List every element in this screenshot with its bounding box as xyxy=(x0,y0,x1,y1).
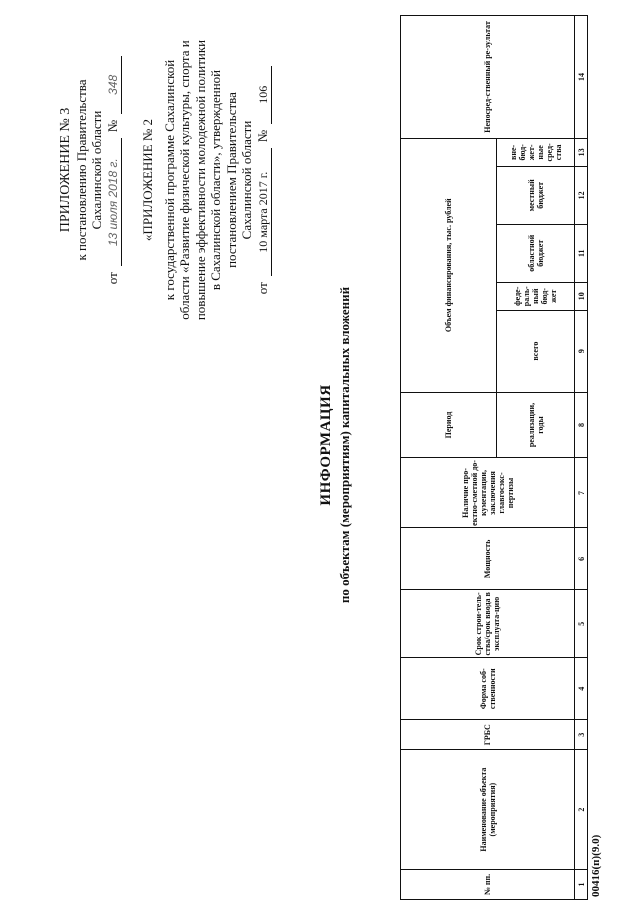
appendix-3-title: ПРИЛОЖЕНИЕ № 3 xyxy=(58,107,73,233)
header-col-3: ГРБС xyxy=(401,720,575,750)
appendix-2-ot: от xyxy=(254,282,270,295)
document-code: 00416(п)(9.0) xyxy=(590,834,602,897)
column-number: 13 xyxy=(575,138,588,166)
appendix-2-line: повышение эффективности молодежной политики xyxy=(192,39,208,321)
appendix-2-line: области «Развитие физической культуры, спорта и xyxy=(177,40,192,320)
capital-investments-table xyxy=(400,15,588,900)
appendix-2-header xyxy=(140,0,272,360)
column-number: 8 xyxy=(575,392,588,458)
header-col-9: всего xyxy=(497,310,575,392)
appendix-3-date-row xyxy=(105,20,123,320)
column-number: 14 xyxy=(575,16,588,139)
header-col-5: Срок строи-тель-ства/срок ввода в эксплуата-цию xyxy=(401,590,575,658)
appendix-3-number: 348 xyxy=(106,56,123,114)
header-col-2: Наименование объекта (мероприятия) xyxy=(401,750,575,870)
header-col-10: феде-раль-ный бюд-жет xyxy=(497,282,575,310)
appendix-2-date-row xyxy=(255,0,273,360)
header-col-14: Непосред-ственный ре-зультат xyxy=(401,16,575,139)
column-number: 11 xyxy=(575,224,588,282)
appendix-2-no: № xyxy=(254,129,270,143)
appendix-2-line: постановлением Правительства xyxy=(223,92,239,268)
appendix-2-line: в Сахалинской области», утвержденной xyxy=(208,69,223,291)
document-title xyxy=(318,235,353,655)
document-title-sub: по объектам (мероприятиям) капитальных вложений xyxy=(337,286,352,604)
appendix-2-date: 10 марта 2017 г. xyxy=(256,148,273,276)
header-col-12: местный бюджет xyxy=(497,166,575,224)
column-number: 9 xyxy=(575,310,588,392)
document-title-main: ИНФОРМАЦИЯ xyxy=(318,384,334,506)
header-col-7: Наличие про-ектно-сметной до-кументации, заключения главгосэкс-пертизы xyxy=(401,458,575,528)
column-number: 1 xyxy=(575,870,588,900)
header-col-6: Мощность xyxy=(401,528,575,590)
header-period: Период xyxy=(401,392,497,458)
appendix-3-no: № xyxy=(104,119,120,133)
header-col-1: № пп. xyxy=(401,870,575,900)
header-col-13: вне-бюд-жет-ные сред-ства xyxy=(497,138,575,166)
column-number: 7 xyxy=(575,458,588,528)
appendix-2-line: к государственной программе Сахалинской xyxy=(161,59,177,301)
appendix-2-line: Сахалинской области xyxy=(239,120,254,240)
appendix-3-line1: к постановлению Правительства xyxy=(73,79,89,261)
appendix-2-title: «ПРИЛОЖЕНИЕ № 2 xyxy=(140,118,155,242)
appendix-3-line2: Сахалинской области xyxy=(89,110,104,230)
appendix-2-number: 106 xyxy=(256,66,273,124)
header-col-4: Форма соб-ственности xyxy=(401,658,575,720)
column-number: 3 xyxy=(575,720,588,750)
column-number: 2 xyxy=(575,750,588,870)
header-col-11: областной бюджет xyxy=(497,224,575,282)
appendix-3-header xyxy=(58,20,122,320)
header-financing: Объем финансирования, тыс. рублей xyxy=(401,138,497,392)
appendix-3-date: 13 июля 2018 г. xyxy=(106,138,123,266)
column-number: 5 xyxy=(575,590,588,658)
column-number: 6 xyxy=(575,528,588,590)
column-number: 12 xyxy=(575,166,588,224)
appendix-3-ot: от xyxy=(104,272,120,285)
column-number: 4 xyxy=(575,658,588,720)
header-col-8: реализации, годы xyxy=(497,392,575,458)
column-number: 10 xyxy=(575,282,588,310)
